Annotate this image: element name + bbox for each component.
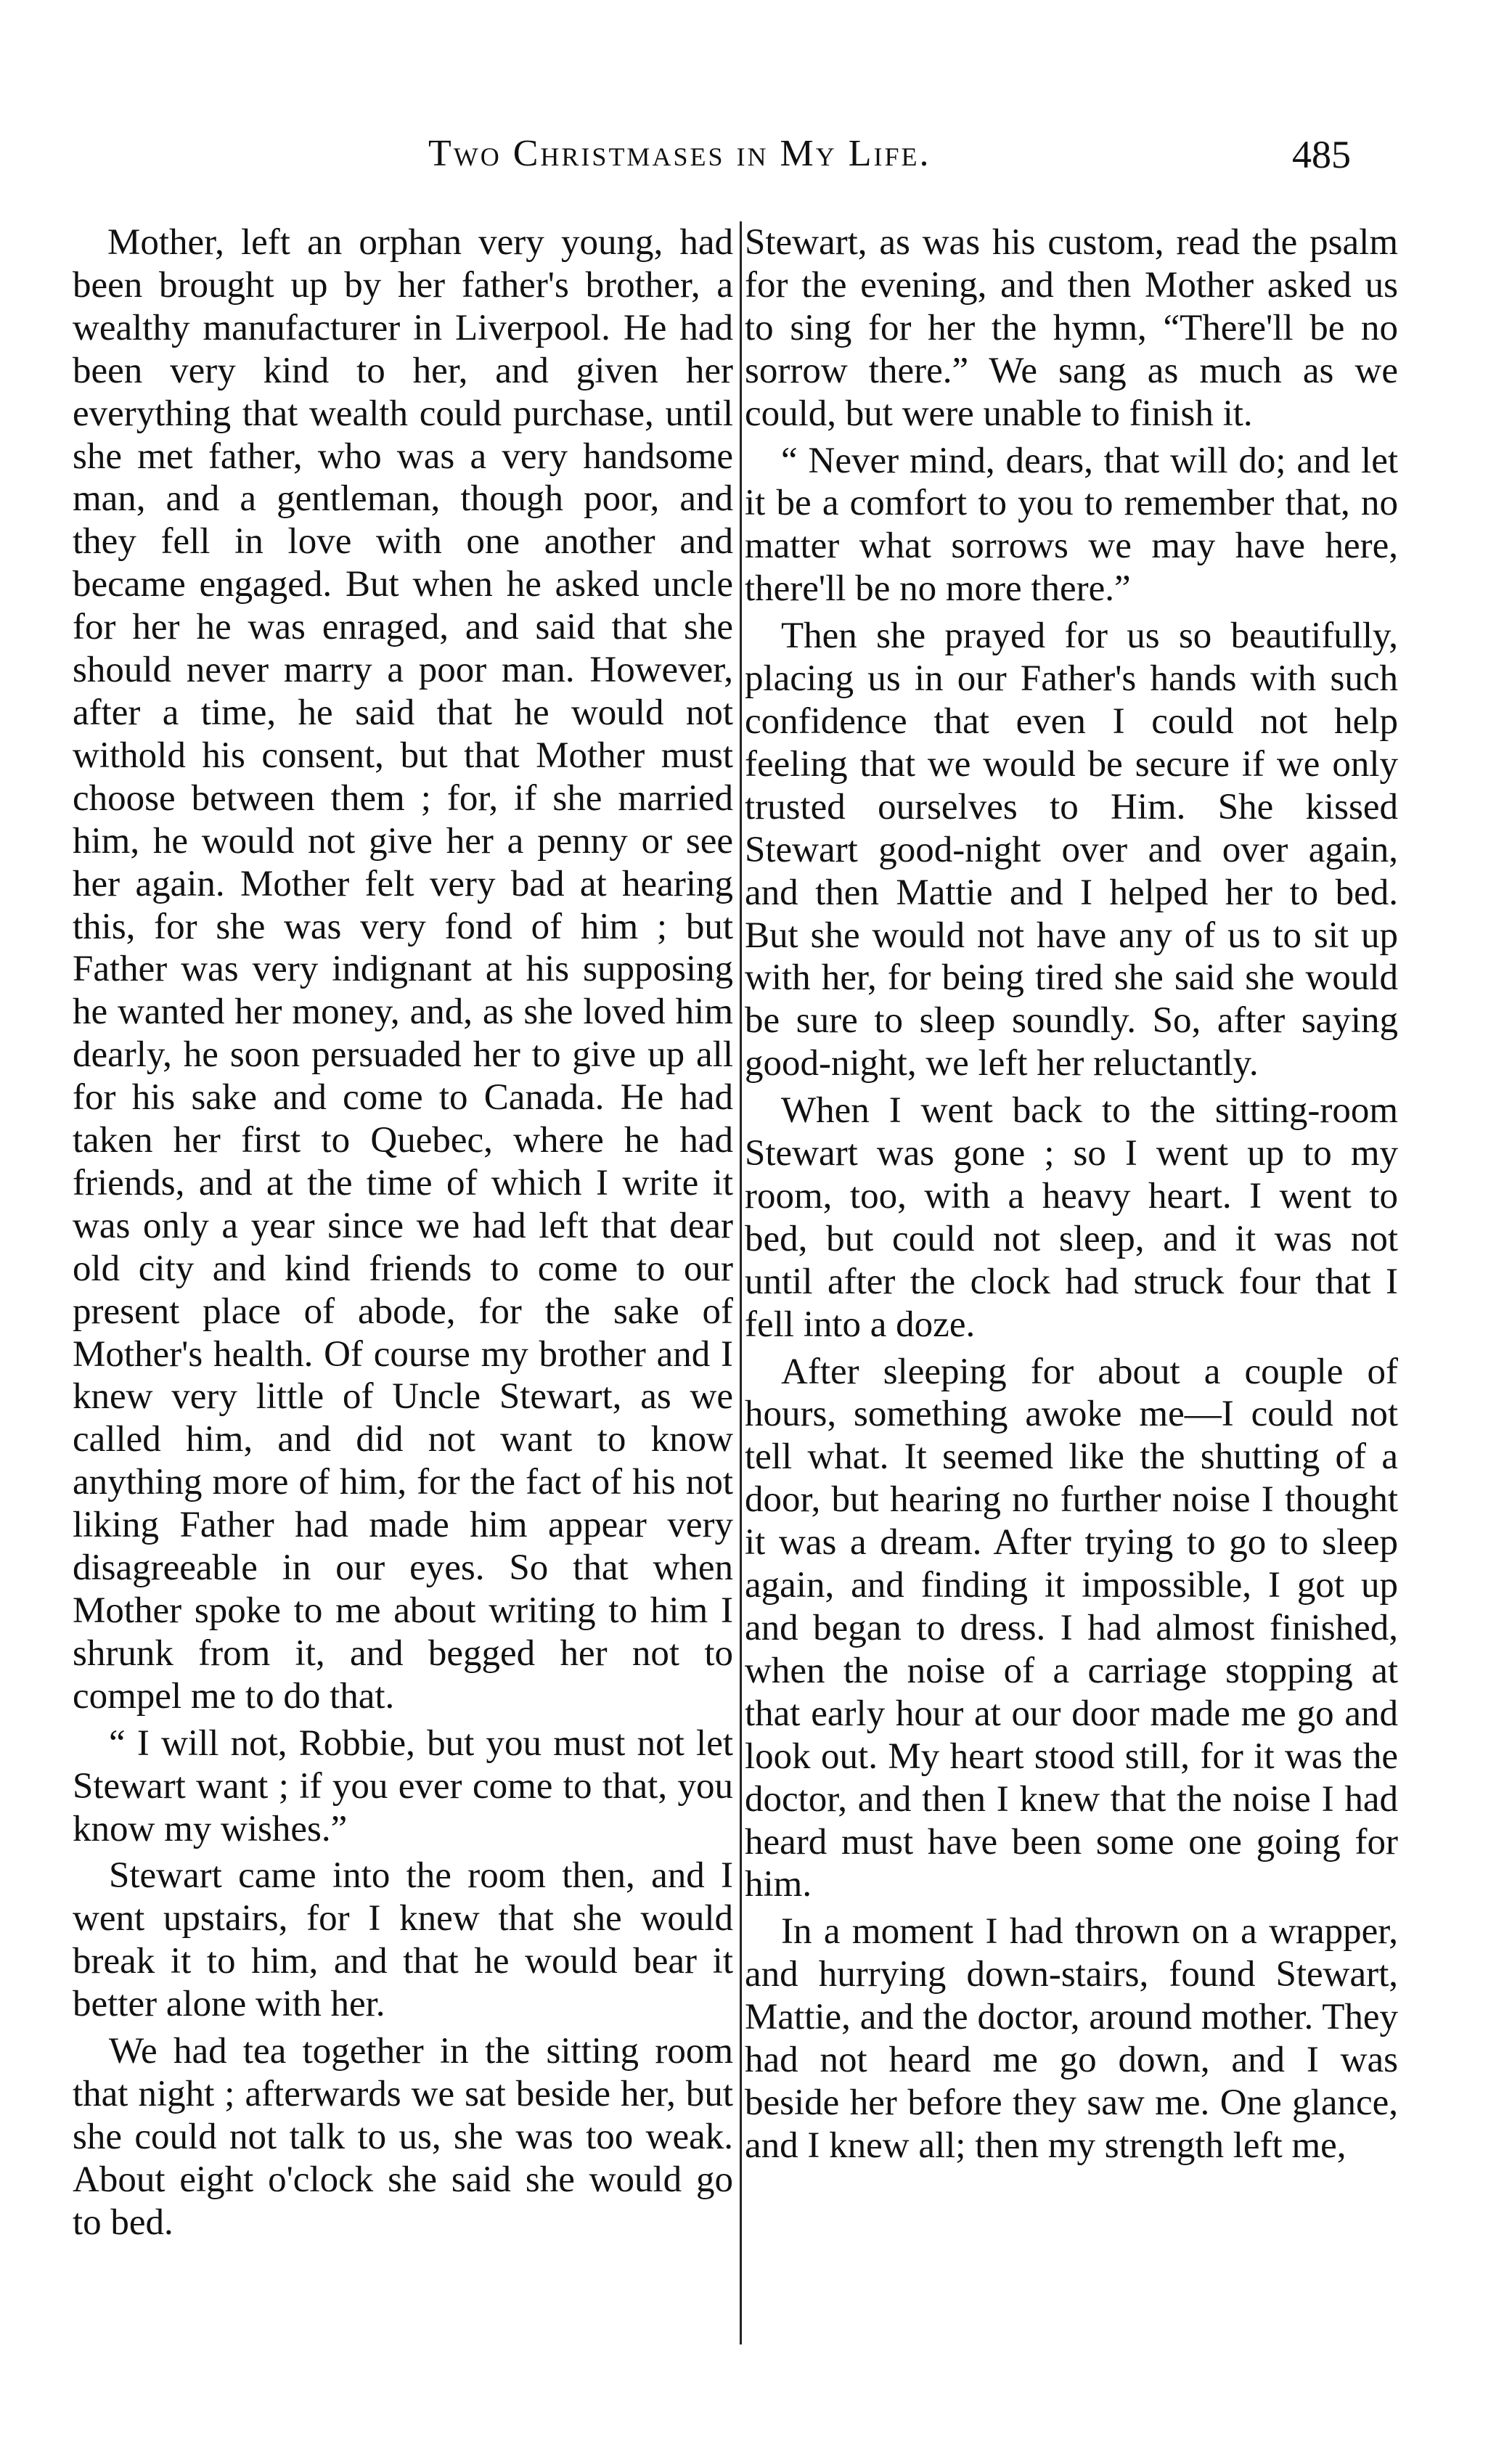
running-title: Two Christmases in My Life. bbox=[428, 133, 931, 174]
paragraph: “ Never mind, dears, that will do; and let it be a comfort to you to remember that, no matter what sorrows we may have here, there'll be no more there.” bbox=[745, 440, 1398, 610]
paragraph: When I went back to the sitting-room Stewart was gone ; so I went up to my room, too, with a heavy heart. I went to bed, but could not sleep, and it was not until after the clock had struck four that I fell into a doze. bbox=[745, 1090, 1398, 1345]
right-column bbox=[745, 221, 1398, 2172]
paragraph: Then she prayed for us so beautifully, placing us in our Father's hands with such confidence that even I could not help feeling that we would be secure if we only trusted ourselves to Him. She kissed Stewart good-night over and over again, and then Mattie and I helped her to bed. But she would not have any of us to sit up with her, for being tired she said she would be sure to sleep soundly. So, after saying good-night, we left her reluctantly. bbox=[745, 616, 1398, 1084]
paragraph: Mother, left an orphan very young, had been brought up by her father's brother, a wealthy manufacturer in Liverpool. He had been very kind to her, and given her everything that wealth could purchase, until she met father, who was a very handsome man, and a gentleman, though poor, and they fell in love with one another and became engaged. But when he asked uncle for her he was enraged, and said that she should never marry a poor man. However, after a time, he said that he would not withold his consent, but that Mother must choose between them ; for, if she married him, he would not give her a penny or see her again. Mother felt very bad at hearing this, for she was very fond of him ; but Father was very indignant at his supposing he wanted her money, and, as she loved him dearly, he soon persuaded her to give up all for his sake and come to Canada. He had taken her first to Quebec, where he had friends, and at the time of which I write it was only a year since we had left that dear old city and kind friends to come to our present place of abode, for the sake of Mother's health. Of course my brother and I knew very little of Uncle Stewart, as we called him, and did not want to know anything more of him, for the fact of his not liking Father had made him appear very disagreeable in our eyes. So that when Mother spoke to me about writing to him I shrunk from it, and begged her not to compel me to do that. bbox=[73, 222, 733, 1717]
paragraph: We had tea together in the sitting room that night ; afterwards we sat beside her, but she could not talk to us, she was too weak. About eight o'clock she said she would go to bed. bbox=[73, 2031, 733, 2243]
paragraph: In a moment I had thrown on a wrapper, and hurrying down-stairs, found Stewart, Mattie, and the doctor, around mother. They had not heard me go down, and I was beside her before they saw me. One glance, and I knew all; then my strength left me, bbox=[745, 1911, 1398, 2166]
left-column bbox=[73, 221, 733, 2249]
page-number: 485 bbox=[1292, 133, 1351, 176]
column-divider bbox=[740, 221, 742, 2344]
paragraph: Stewart came into the room then, and I went upstairs, for I knew that she would break it to him, and that he would bear it better alone with her. bbox=[73, 1855, 733, 2025]
paragraph: “ I will not, Robbie, but you must not let Stewart want ; if you ever come to that, you know my wishes.” bbox=[73, 1722, 733, 1849]
paragraph: Stewart, as was his custom, read the psalm for the evening, and then Mother asked us to sing for her the hymn, “There'll be no sorrow there.” We sang as much as we could, but were unable to finish it. bbox=[745, 222, 1398, 434]
paragraph: After sleeping for about a couple of hours, something awoke me—I could not tell what. It seemed like the shutting of a door, but hearing no further noise I thought it was a dream. After trying to go to sleep again, and finding it impossible, I got up and began to dress. I had almost finished, when the noise of a carriage stopping at that early hour at our door made me go and look out. My heart stood still, for it was the doctor, and then I knew that the noise I had heard must have been some one going for him. bbox=[745, 1351, 1398, 1905]
